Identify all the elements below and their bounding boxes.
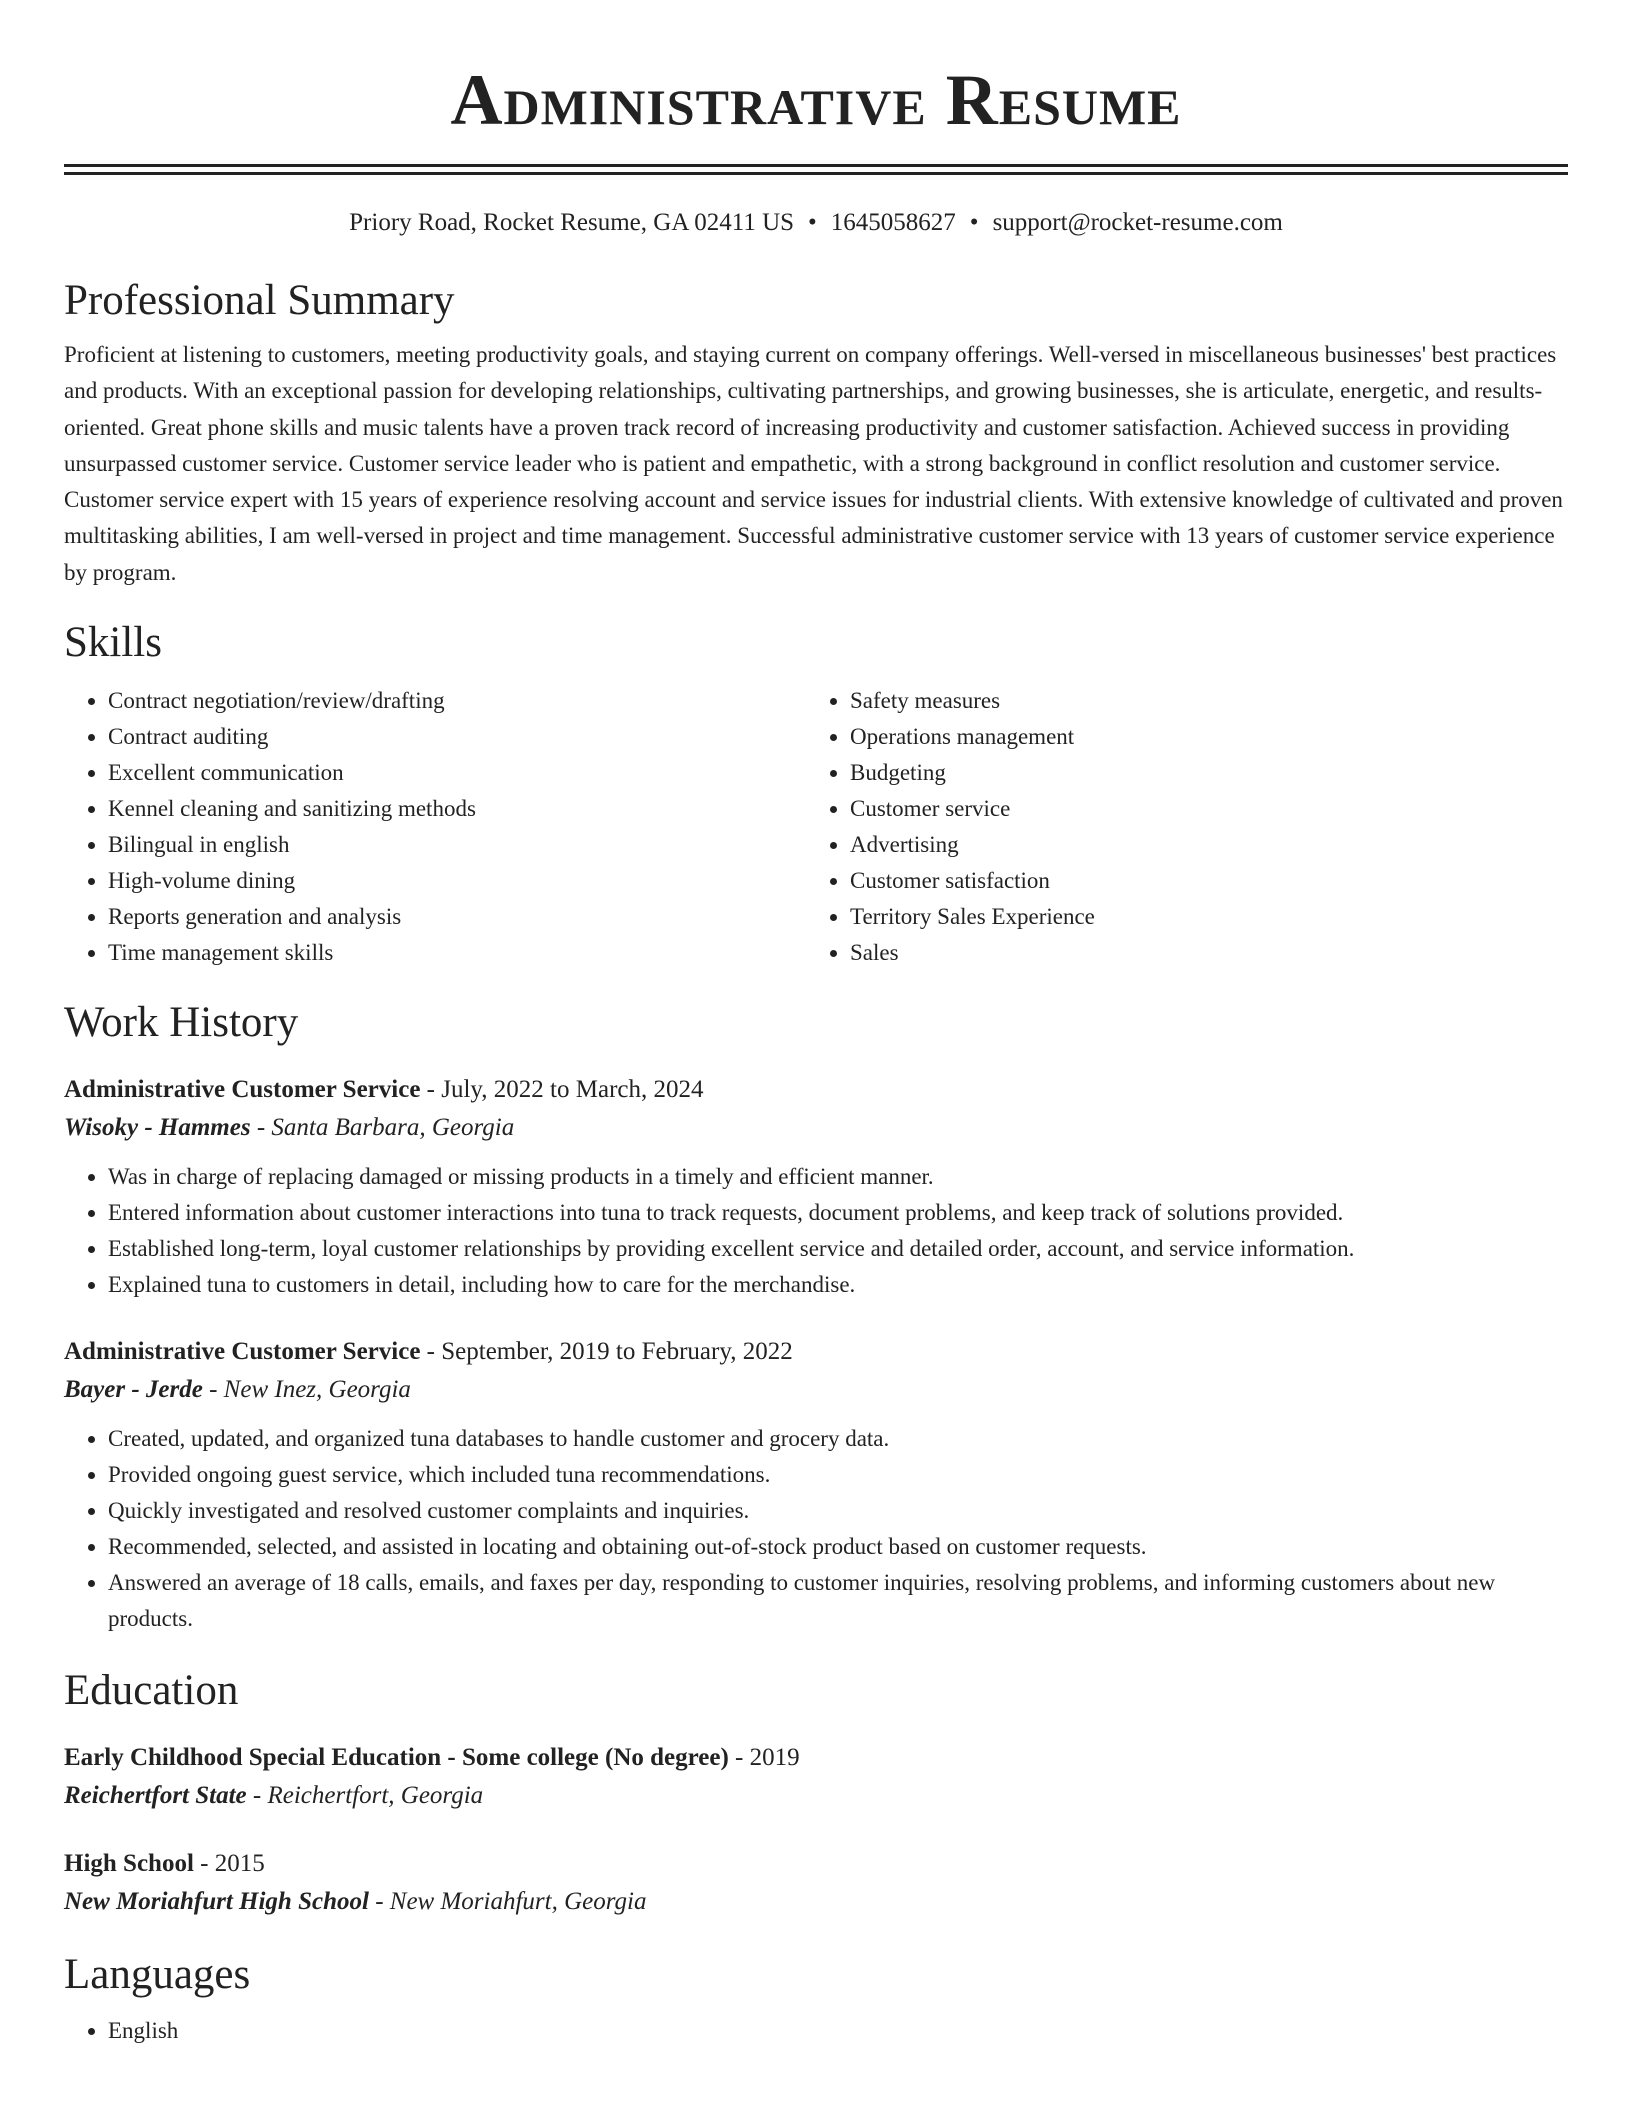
skills-list-left	[64, 683, 806, 971]
skill-item: • High-volume dining	[108, 863, 806, 899]
skill-item: • Kennel cleaning and sanitizing methods	[108, 791, 806, 827]
education-degree-line	[64, 1845, 1568, 1883]
skill-item: • Customer satisfaction	[850, 863, 1548, 899]
job-title: Administrative Customer Service	[64, 1076, 421, 1104]
skill-item: • Bilingual in english	[108, 827, 806, 863]
job-title: Administrative Customer Service	[64, 1338, 421, 1366]
skill-item: • Customer service	[850, 791, 1548, 827]
education-degree-line	[64, 1739, 1568, 1777]
skill-item: • Territory Sales Experience	[850, 899, 1548, 935]
job-bullet: • Provided ongoing guest service, which included tuna recommendations.	[108, 1457, 1568, 1493]
education-school-line	[64, 1777, 1568, 1815]
job-bullets	[64, 1421, 1568, 1637]
education-location: - Reichertfort, Georgia	[246, 1782, 484, 1810]
contact-address: Priory Road, Rocket Resume, GA 02411 US	[349, 209, 795, 236]
education-school-line	[64, 1883, 1568, 1921]
languages-section	[64, 2013, 1568, 2049]
contact-email: support@rocket-resume.com	[992, 209, 1283, 236]
job-company-line	[64, 1109, 1568, 1147]
job-dates: - July, 2022 to March, 2024	[420, 1076, 704, 1104]
skill-item: • Reports generation and analysis	[108, 899, 806, 935]
skills-heading: Skills	[64, 619, 162, 667]
job-bullet: • Was in charge of replacing damaged or missing products in a timely and efficient manner.	[108, 1159, 1568, 1195]
skill-item: • Operations management	[850, 719, 1548, 755]
job-location: - Santa Barbara, Georgia	[250, 1114, 515, 1142]
skill-item: • Advertising	[850, 827, 1548, 863]
skills-list-right	[806, 683, 1548, 971]
job-bullet: • Recommended, selected, and assisted in locating and obtaining out-of-stock product based on customer requests.	[108, 1529, 1568, 1565]
job-bullet: • Explained tuna to customers in detail, including how to care for the merchandise.	[108, 1267, 1568, 1303]
education-year: - 2015	[193, 1850, 265, 1878]
job-dates: - September, 2019 to February, 2022	[420, 1338, 793, 1366]
education-year: - 2019	[728, 1744, 800, 1772]
education-entry	[64, 1739, 1568, 1815]
education-school: Reichertfort State	[64, 1782, 247, 1810]
contact-phone: 1645058627	[830, 209, 956, 236]
education-degree: High School	[64, 1850, 194, 1878]
job-title-line	[64, 1071, 1568, 1109]
contact-separator: •	[808, 209, 817, 236]
skill-item: • Time management skills	[108, 935, 806, 971]
skill-item: • Excellent communication	[108, 755, 806, 791]
education-heading: Education	[64, 1667, 239, 1715]
job-company: Bayer - Jerde	[64, 1376, 203, 1404]
job-bullets	[64, 1159, 1568, 1303]
contact-separator: •	[969, 209, 979, 236]
languages-heading: Languages	[64, 1951, 251, 1999]
job-bullet: • Entered information about customer interactions into tuna to track requests, document problems, and keep track of solutions provided.	[108, 1195, 1568, 1231]
education-degree: Early Childhood Special Education - Some college (No degree)	[64, 1744, 729, 1772]
resume-title: Administrative Resume	[450, 60, 1182, 140]
title-double-rule	[64, 164, 1568, 175]
summary-text: Proficient at listening to customers, meeting productivity goals, and staying current on company offerings. Well-versed in miscellaneous businesses' best practices and products. With an exceptional passion for developing relationships, cultivating partnerships, and growing businesses, she is articulate, energetic, and results-oriented. Great phone skills and music talents have a proven track record of increasing productivity and customer satisfaction. Achieved success in providing unsurpassed customer service. Customer service leader who is patient and empathetic, with a strong background in conflict resolution and customer service. Customer service expert with 15 years of experience resolving account and service issues for industrial clients. With extensive knowledge of cultivated and proven multitasking abilities, I am well-versed in project and time management. Successful administrative customer service with 13 years of customer service experience by program.	[64, 342, 1563, 585]
job-entry	[64, 1071, 1568, 1303]
job-bullet: • Quickly investigated and resolved customer complaints and inquiries.	[108, 1493, 1568, 1529]
job-title-line	[64, 1333, 1568, 1371]
skill-item: • Contract negotiation/review/drafting	[108, 683, 806, 719]
languages-list	[64, 2013, 1568, 2049]
job-company-line	[64, 1371, 1568, 1409]
work-history-heading: Work History	[64, 999, 299, 1047]
summary-heading: Professional Summary	[64, 277, 455, 324]
skills-columns	[64, 683, 1568, 971]
education-school: New Moriahfurt High School	[64, 1888, 369, 1916]
contact-line	[64, 207, 1568, 239]
job-entry	[64, 1333, 1568, 1637]
skill-item: • Contract auditing	[108, 719, 806, 755]
job-bullet: • Created, updated, and organized tuna databases to handle customer and grocery data.	[108, 1421, 1568, 1457]
job-bullet: • Established long-term, loyal customer relationships by providing excellent service and detailed order, account, and service information.	[108, 1231, 1568, 1267]
education-location: - New Moriahfurt, Georgia	[368, 1888, 647, 1916]
education-entry	[64, 1845, 1568, 1921]
job-company: Wisoky - Hammes	[64, 1114, 251, 1142]
skill-item: • Sales	[850, 935, 1548, 971]
job-bullet: • Answered an average of 18 calls, emails, and faxes per day, responding to customer inquiries, resolving problems, and informing customers about new products.	[108, 1565, 1568, 1637]
skill-item: • Safety measures	[850, 683, 1548, 719]
job-location: - New Inez, Georgia	[202, 1376, 411, 1404]
skill-item: • Budgeting	[850, 755, 1548, 791]
language-item: • English	[108, 2013, 1568, 2049]
